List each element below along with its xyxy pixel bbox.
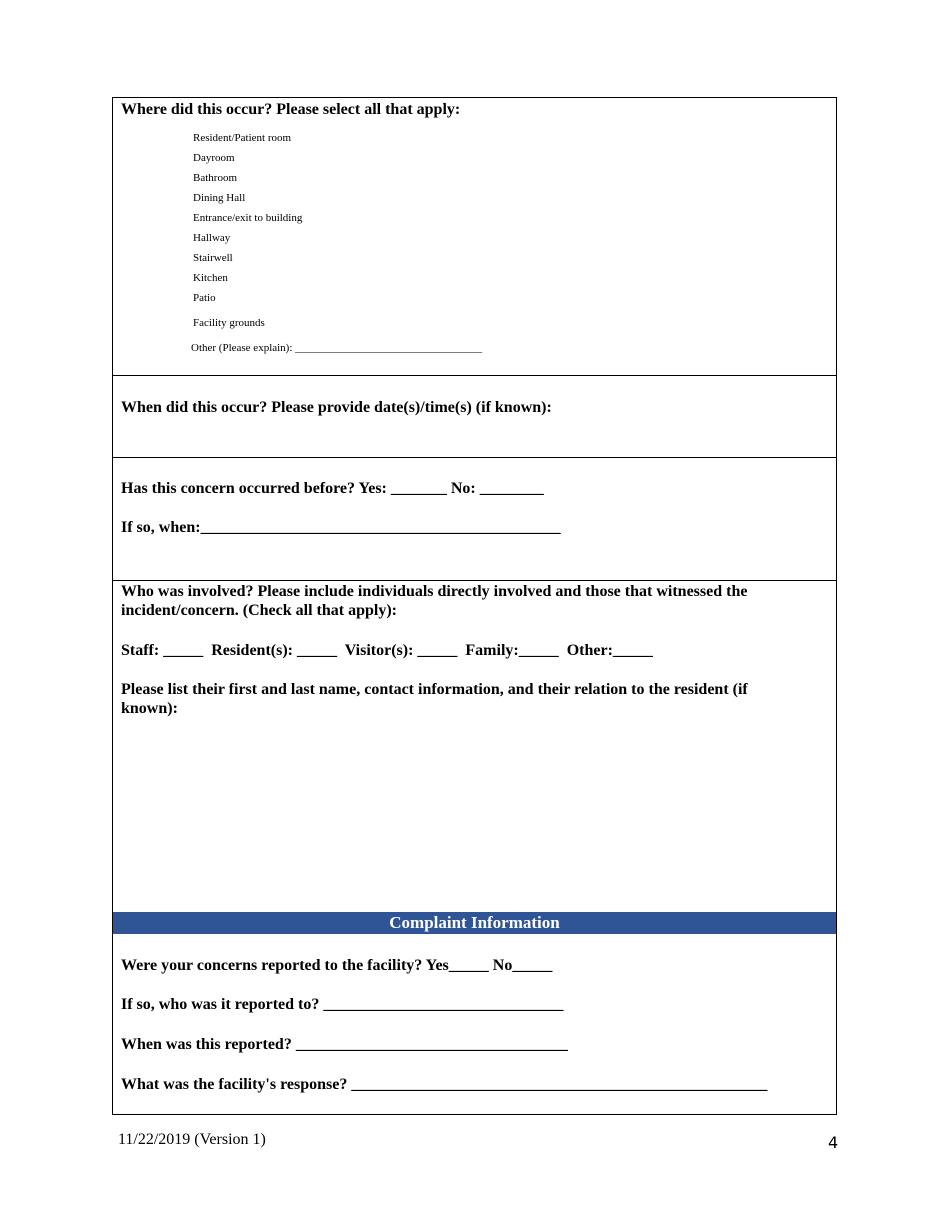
- footer-date: 11/22/2019 (Version 1): [118, 1131, 266, 1148]
- reported-to-field[interactable]: If so, who was it reported to? ______________________________: [121, 996, 564, 1013]
- divider: [113, 580, 836, 581]
- option-dayroom[interactable]: Dayroom: [193, 152, 235, 164]
- option-bathroom[interactable]: Bathroom: [193, 172, 237, 184]
- involved-question-line1: Who was involved? Please include individuals directly involved and those that witnessed the: [121, 583, 748, 600]
- complaint-form: [112, 97, 837, 1115]
- option-kitchen[interactable]: Kitchen: [193, 272, 228, 284]
- option-stairwell[interactable]: Stairwell: [193, 252, 233, 264]
- when-question: When did this occur? Please provide date(s)/time(s) (if known):: [121, 399, 552, 416]
- option-resident-room[interactable]: Resident/Patient room: [193, 132, 292, 144]
- if-so-when-field[interactable]: If so, when:_____________________________________________: [121, 519, 561, 536]
- option-dining-hall[interactable]: Dining Hall: [193, 192, 246, 204]
- list-names-line1: Please list their first and last name, contact information, and their relation to the resident (if: [121, 681, 748, 698]
- location-question: Where did this occur? Please select all that apply:: [121, 101, 461, 118]
- option-entrance-exit[interactable]: Entrance/exit to building: [193, 212, 303, 224]
- reported-question[interactable]: Were your concerns reported to the facility? Yes_____ No_____: [121, 957, 553, 974]
- option-hallway[interactable]: Hallway: [193, 232, 231, 244]
- when-reported-field[interactable]: When was this reported? __________________________________: [121, 1036, 568, 1053]
- facility-response-field[interactable]: What was the facility's response? ____________________________________________________: [121, 1076, 768, 1093]
- list-names-line2: known):: [121, 700, 178, 717]
- involved-question-line2: incident/concern. (Check all that apply):: [121, 602, 397, 619]
- divider: [113, 457, 836, 458]
- divider: [113, 375, 836, 376]
- occurred-before-question[interactable]: Has this concern occurred before? Yes: _______ No: ________: [121, 480, 544, 497]
- option-patio[interactable]: Patio: [193, 292, 216, 304]
- option-other[interactable]: Other (Please explain): __________________________________: [191, 342, 483, 354]
- involved-checkboxes[interactable]: Staff: _____ Resident(s): _____ Visitor(s): _____ Family:_____ Other:_____: [121, 642, 653, 659]
- complaint-information-banner: Complaint Information: [113, 912, 836, 934]
- option-facility-grounds[interactable]: Facility grounds: [193, 317, 265, 329]
- page-number: 4: [828, 1133, 839, 1152]
